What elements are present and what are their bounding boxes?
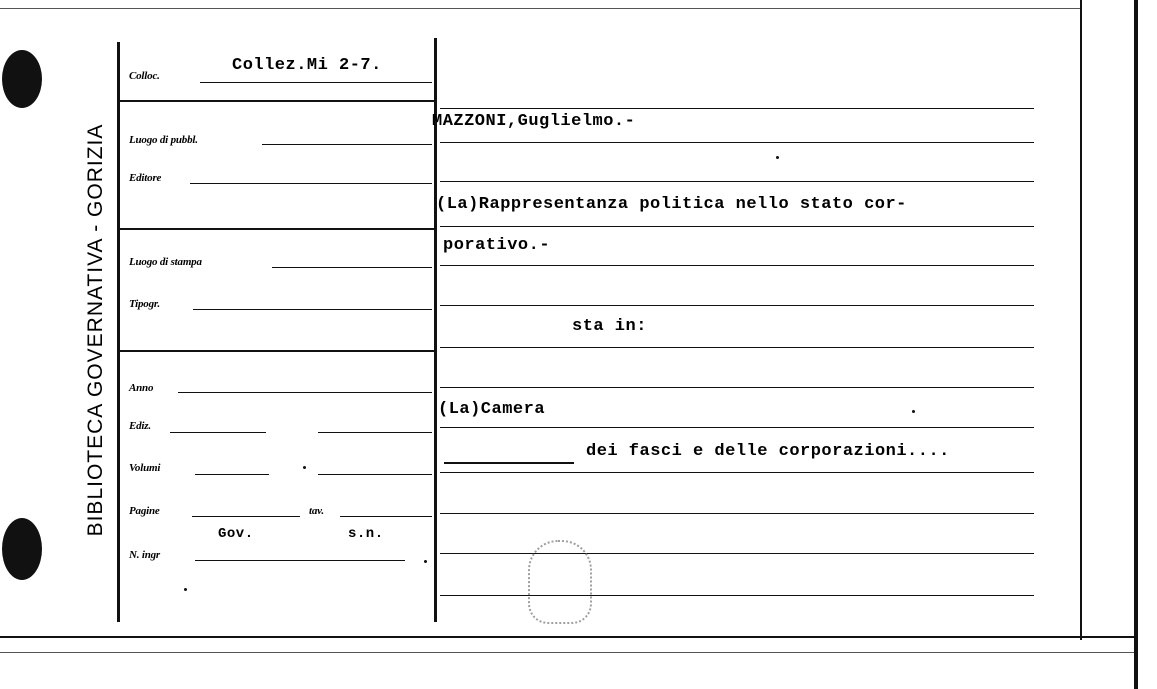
right-rule-9 (440, 427, 1034, 428)
library-stamp (528, 540, 592, 624)
ediz-field-line (170, 432, 266, 433)
library-header: BIBLIOTECA GOVERNATIVA - GORIZIA (84, 123, 107, 537)
editore-label: Editore (129, 172, 162, 184)
right-rule-6 (440, 305, 1034, 306)
top-edge (0, 8, 1080, 9)
tav-label: tav. (309, 505, 324, 517)
anno-field-line (178, 392, 432, 393)
n-ingr-field-line (195, 560, 405, 561)
anno-label: Anno (129, 382, 154, 394)
pagine-field-line (192, 516, 300, 517)
source-blank-line (444, 462, 574, 464)
right-rule-11 (440, 513, 1034, 514)
source-line-1: (La)Camera (438, 400, 546, 419)
bottom-edge (0, 636, 1134, 638)
punch-hole-top (2, 50, 42, 108)
luogo-stampa-label: Luogo di stampa (129, 256, 202, 268)
collocazione-value: Collez.Mi 2-7. (232, 56, 382, 75)
right-rule-8 (440, 387, 1034, 388)
right-rule-4 (440, 226, 1034, 227)
right-rule-5 (440, 265, 1034, 266)
speck (912, 410, 915, 413)
punch-hole-bottom (2, 518, 42, 580)
volumi-label: Volumi (129, 462, 161, 474)
ingresso-value-2: s.n. (348, 526, 384, 542)
left-margin-rule (117, 42, 120, 622)
bottom-edge-2 (0, 652, 1134, 653)
speck (776, 156, 779, 159)
pagine-label: Pagine (129, 505, 160, 517)
sta-in: sta in: (572, 317, 647, 336)
section-rule-2 (120, 228, 436, 230)
tipogr-field-line (193, 309, 432, 310)
title-line-1: (La)Rappresentanza politica nello stato cor- (436, 195, 907, 214)
ediz-field-line-2 (318, 432, 432, 433)
speck (424, 560, 427, 563)
far-right-edge (1134, 0, 1138, 689)
volumi-field-line-2 (318, 474, 432, 475)
colloc-label: Colloc. (129, 70, 160, 82)
right-edge (1080, 0, 1082, 640)
speck (184, 588, 187, 591)
colloc-field-line (200, 82, 432, 83)
author: MAZZONI,Guglielmo.- (432, 112, 636, 131)
editore-field-line (190, 183, 432, 184)
right-rule-1 (440, 108, 1034, 109)
luogo-pubbl-field-line (262, 144, 432, 145)
right-rule-12 (440, 553, 1034, 554)
section-rule-3 (120, 350, 436, 352)
n-ingr-label: N. ingr (129, 549, 160, 561)
right-rule-2 (440, 142, 1034, 143)
ediz-label: Ediz. (129, 420, 151, 432)
ingresso-value-1: Gov. (218, 526, 254, 542)
volumi-field-line (195, 474, 269, 475)
luogo-pubbl-label: Luogo di pubbl. (129, 134, 198, 146)
tipogr-label: Tipogr. (129, 298, 160, 310)
section-rule-1 (120, 100, 436, 102)
speck (303, 466, 306, 469)
right-rule-3 (440, 181, 1034, 182)
right-rule-10 (440, 472, 1034, 473)
tav-field-line (340, 516, 432, 517)
right-rule-7 (440, 347, 1034, 348)
title-line-2: porativo.- (443, 236, 551, 255)
source-line-2: dei fasci e delle corporazioni.... (586, 442, 950, 461)
luogo-stampa-field-line (272, 267, 432, 268)
